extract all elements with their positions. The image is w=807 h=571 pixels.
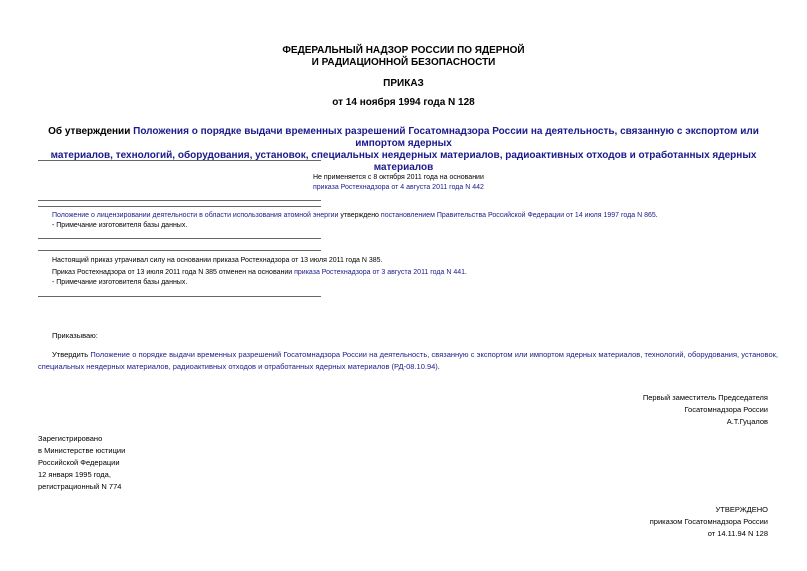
order-text (38, 349, 778, 373)
registration-block (38, 433, 125, 493)
note-text: . (655, 212, 658, 219)
status-note-link[interactable]: приказа Ростехнадзора от 4 августа 2011 года N 442 (313, 184, 484, 191)
signature-position: Первый заместитель Председателя (642, 393, 768, 402)
divider (38, 206, 321, 207)
agency-line-2: И РАДИАЦИОННОЙ БЕЗОПАСНОСТИ (311, 57, 496, 68)
registration-line-5: регистрационный N 774 (38, 482, 122, 491)
divider (38, 200, 321, 201)
doc-type: ПРИКАЗ (383, 78, 424, 89)
agency-name (0, 45, 807, 69)
signature-agency: Госатомнадзора России (684, 405, 768, 414)
note-text: Приказ Ростехнадзора от 13 июля 2011 года N 385 отменен на основании (52, 269, 295, 276)
editor-note-1 (52, 211, 792, 231)
registration-line-1: Зарегистрировано (38, 434, 103, 443)
signature-name: А.Т.Гуцалов (726, 417, 768, 426)
document-title (30, 126, 777, 174)
regulation-link[interactable]: Положение о лицензировании деятельности в области использования атомной энергии (52, 212, 339, 219)
order-line-2 (38, 361, 778, 373)
editor-note-1-footer: - Примечание изготовителя базы данных. (52, 222, 188, 229)
editor-note-2-footer: - Примечание изготовителя базы данных. (52, 279, 188, 286)
divider (38, 160, 321, 161)
editor-note-2-line-1: Настоящий приказ утрачивал силу на основании приказа Ростехнадзора от 13 июля 2011 года N 385. (52, 257, 383, 264)
approval-block (650, 504, 768, 540)
note-text: . (465, 269, 467, 276)
resolution-link[interactable]: постановлением Правительства Российской Федерации от 14 июля 1997 года N 865 (380, 212, 656, 219)
status-note (313, 173, 613, 193)
title-link-part-2[interactable]: материалов, технологий, оборудования, установок, специальных неядерных материалов, радиоактивных отходов и отработанных ядерных материалов (50, 150, 757, 173)
editor-note-2-line-2 (52, 268, 792, 278)
registration-line-4: 12 января 1995 года, (38, 470, 111, 479)
order-end: . (437, 362, 440, 371)
divider (38, 296, 321, 297)
doc-date: от 14 ноября 1994 года N 128 (332, 97, 475, 108)
title-prefix: Об утверждении (48, 126, 134, 137)
approval-order: приказом Госатомнадзора России (649, 517, 768, 526)
agency-line-1: ФЕДЕРАЛЬНЫЙ НАДЗОР РОССИИ ПО ЯДЕРНОЙ (282, 45, 525, 56)
approval-date: от 14.11.94 N 128 (707, 529, 768, 538)
order-intro: Приказываю: (52, 331, 98, 340)
title-link-part-1[interactable]: Положения о порядке выдачи временных разрешений Госатомнадзора России на деятельность, связанную с экспортом или импортом ядерных (133, 126, 759, 149)
editor-note-1-text (52, 211, 792, 221)
divider (38, 250, 321, 251)
order-regulation-link-cont[interactable]: специальных неядерных материалов, радиоактивных отходов и отработанных ядерных материалов (РД-08.10.94) (38, 362, 438, 371)
status-note-text: Не применяется с 8 октября 2011 года на основании (313, 174, 484, 181)
order-prefix: Утвердить (52, 350, 91, 359)
note-text: утверждено (338, 212, 381, 219)
divider (38, 238, 321, 239)
repeal-order-link[interactable]: приказа Ростехнадзора от 3 августа 2011 года N 441 (294, 269, 466, 276)
order-line-1 (38, 349, 778, 361)
order-regulation-link[interactable]: Положение о порядке выдачи временных разрешений Госатомнадзора России на деятельность, связанную с экспортом или импортом ядерных материалов, технологий, оборудования, установок, (90, 350, 778, 359)
registration-line-2: в Министерстве юстиции (38, 446, 126, 455)
editor-note-2 (52, 256, 792, 288)
approval-title: УТВЕРЖДЕНО (715, 505, 768, 514)
signature-block (643, 392, 768, 428)
registration-line-3: Российской Федерации (38, 458, 120, 467)
title-line-1 (30, 126, 777, 150)
